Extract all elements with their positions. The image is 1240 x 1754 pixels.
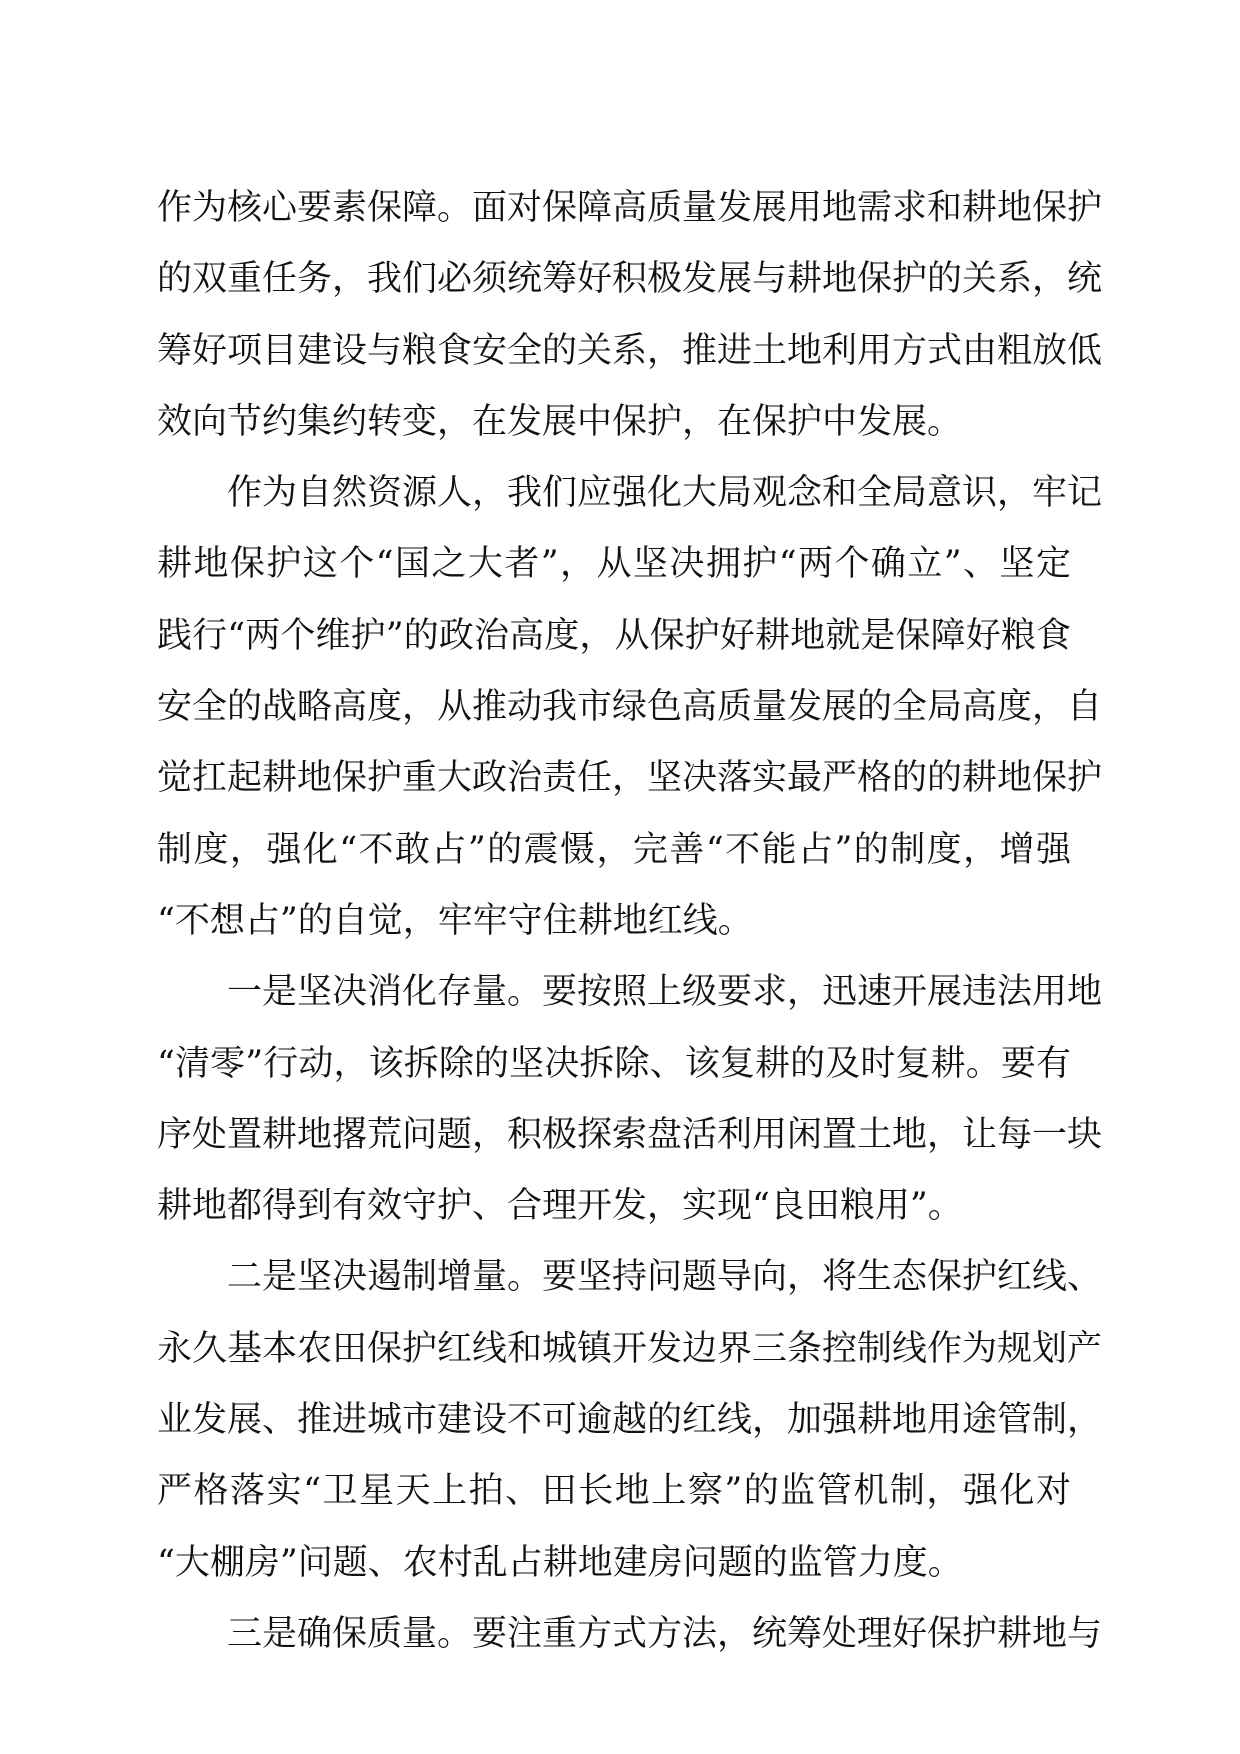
text-line: 永久基本农田保护红线和城镇开发边界三条控制线作为规划产	[157, 1328, 1103, 1369]
text-line: “大棚房”问题、农村乱占耕地建房问题的监管力度。	[157, 1542, 963, 1583]
text-line: 作为自然资源人，我们应强化大局观念和全局意识，牢记	[227, 473, 1103, 514]
text-line: 制度，强化“不敢占”的震慑，完善“不能占”的制度，增强	[157, 829, 1071, 870]
text-line: 的双重任务，我们必须统筹好积极发展与耕地保护的关系，统	[157, 259, 1103, 300]
text-line: 一是坚决消化存量。要按照上级要求，迅速开展违法用地	[227, 972, 1103, 1013]
text-line: 耕地保护这个“国之大者”，从坚决拥护“两个确立”、坚定	[157, 544, 1071, 585]
text-line: 序处置耕地撂荒问题，积极探索盘活利用闲置土地，让每一块	[157, 1114, 1103, 1155]
text-line: 业发展、推进城市建设不可逾越的红线，加强耕地用途管制，	[157, 1400, 1103, 1441]
text-line: 筹好项目建设与粮食安全的关系，推进土地利用方式由粗放低	[157, 330, 1103, 371]
text-line: “清零”行动，该拆除的坚决拆除、该复耕的及时复耕。要有	[157, 1043, 1071, 1084]
text-line: 践行“两个维护”的政治高度，从保护好耕地就是保障好粮食	[157, 615, 1071, 656]
text-line: 作为核心要素保障。面对保障高质量发展用地需求和耕地保护	[157, 188, 1103, 228]
text-line: 严格落实“卫星天上拍、田长地上察”的监管机制，强化对	[157, 1471, 1071, 1512]
text-line: 效向节约集约转变，在发展中保护，在保护中发展。	[157, 401, 963, 442]
document-body	[157, 173, 1103, 1670]
text-line: 二是坚决遏制增量。要坚持问题导向，将生态保护红线、	[227, 1257, 1103, 1298]
text-line: 安全的战略高度，从推动我市绿色高质量发展的全局高度，自	[157, 687, 1103, 728]
text-line: 觉扛起耕地保护重大政治责任，坚决落实最严格的的耕地保护	[157, 758, 1103, 799]
text-line: 耕地都得到有效守护、合理开发，实现“良田粮用”。	[157, 1186, 963, 1227]
text-line: “不想占”的自觉，牢牢守住耕地红线。	[157, 900, 753, 941]
text-line: 三是确保质量。要注重方式方法，统筹处理好保护耕地与	[227, 1613, 1103, 1654]
